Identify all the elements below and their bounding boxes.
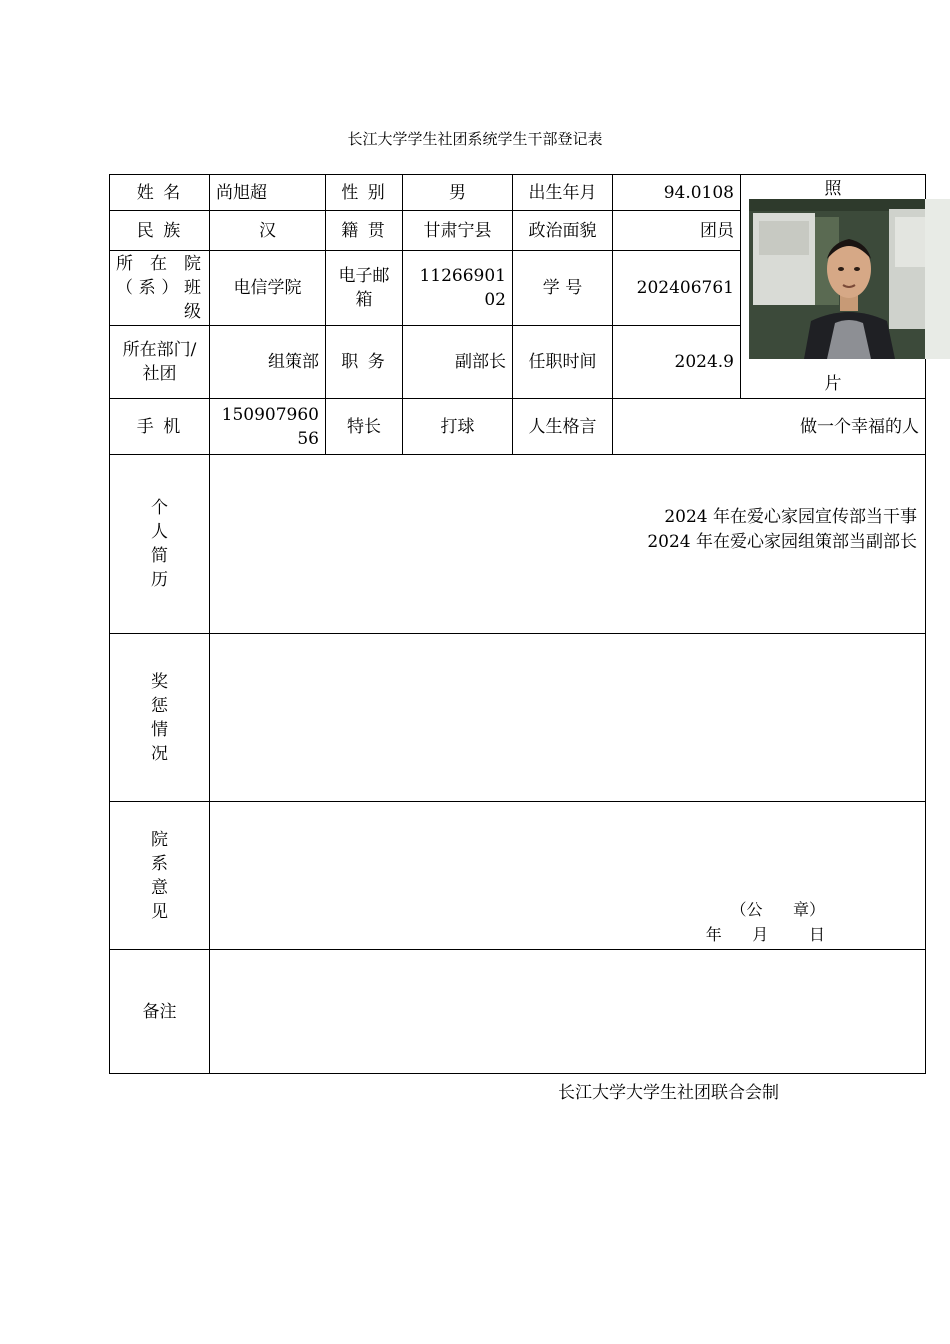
political-label: 政治面貌 (513, 211, 613, 251)
ethnicity-label: 民 族 (110, 211, 210, 251)
specialty-value: 打球 (403, 399, 513, 455)
birth-value: 94.0108 (613, 175, 741, 211)
resume-line: 2024 年在爱心家园组策部当副部长 (647, 532, 917, 552)
position-label: 职 务 (326, 326, 403, 399)
photo-label-top: 照 (824, 179, 842, 199)
student-id-label: 学 号 (513, 251, 613, 326)
phone-label: 手 机 (110, 399, 210, 455)
term-label: 任职时间 (513, 326, 613, 399)
awards-content (210, 634, 926, 802)
seal-block (706, 897, 825, 947)
remarks-label: 备注 (110, 950, 210, 1074)
name-value: 尚旭超 (210, 175, 326, 211)
gender-value: 男 (403, 175, 513, 211)
opinion-content (210, 802, 926, 950)
seal-date: 年 月 日 (705, 925, 825, 944)
seal-stamp: （公 章） (730, 900, 825, 919)
college-label: 所 在 院（系）班级 (110, 251, 210, 326)
motto-label: 人生格言 (513, 399, 613, 455)
resume-line: 2024 年在爱心家园宣传部当干事 (664, 507, 917, 527)
resume-label: 个 人 简 历 (110, 455, 210, 634)
remarks-content (210, 950, 926, 1074)
email-value: 1126690102 (403, 251, 513, 326)
name-label: 姓 名 (110, 175, 210, 211)
specialty-label: 特长 (326, 399, 403, 455)
student-photo (749, 199, 950, 359)
photo-label-bottom: 片 (824, 374, 842, 394)
resume-content (210, 455, 926, 634)
birth-label: 出生年月 (513, 175, 613, 211)
form-footer: 长江大学大学生社团联合会制 (558, 1083, 779, 1103)
registration-table (109, 174, 926, 1074)
awards-label: 奖 惩 情 况 (110, 634, 210, 802)
form-title: 长江大学学生社团系统学生干部登记表 (347, 130, 603, 148)
college-value: 电信学院 (210, 251, 326, 326)
native-label: 籍 贯 (326, 211, 403, 251)
photo-cell (741, 175, 926, 399)
ethnicity-value: 汉 (210, 211, 326, 251)
student-id-value: 202406761 (613, 251, 741, 326)
political-value: 团员 (613, 211, 741, 251)
email-label: 电子邮箱 (326, 251, 403, 326)
motto-value: 做一个幸福的人 (613, 399, 926, 455)
opinion-label: 院 系 意 见 (110, 802, 210, 950)
phone-value: 15090796056 (210, 399, 326, 455)
gender-label: 性 别 (326, 175, 403, 211)
position-value: 副部长 (403, 326, 513, 399)
dept-value: 组策部 (210, 326, 326, 399)
dept-label: 所在部门/社团 (110, 326, 210, 399)
term-value: 2024.9 (613, 326, 741, 399)
native-value: 甘肃宁县 (403, 211, 513, 251)
